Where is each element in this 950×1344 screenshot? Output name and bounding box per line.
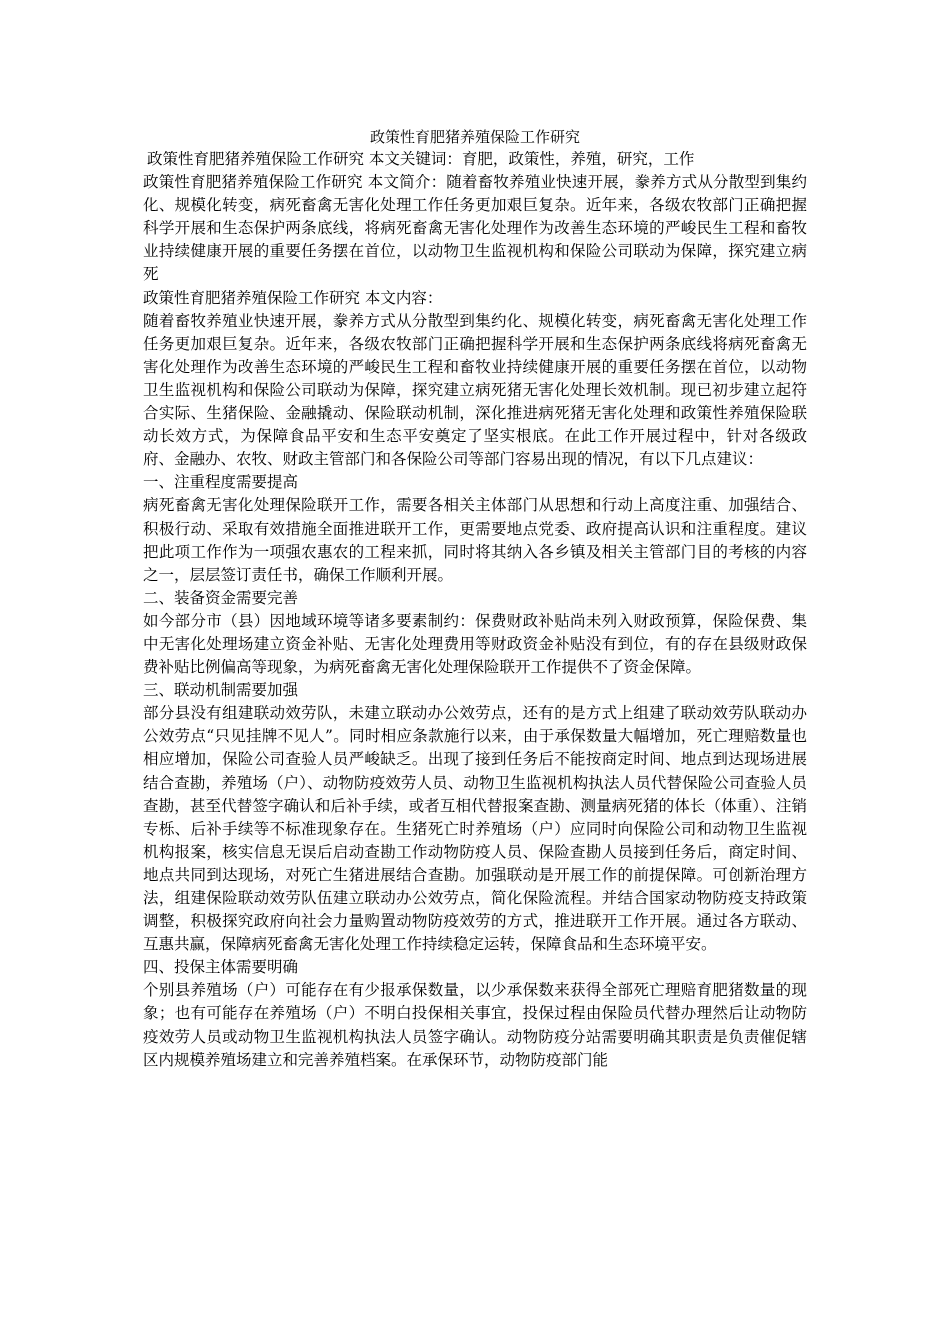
section-paragraph-3: 部分县没有组建联动效劳队，未建立联动办公效劳点，还有的是方式上组建了联动效劳队联动办公效劳点“只见挂牌不见人”。同时相应条款施行以来，由于承保数量大幅增加，死亡理赔数量也相应增加，保险公司查验人员严峻缺乏。出现了接到任务后不能按商定时间、地点到达现场进展结合查勘，养殖场（户）、动物防疫效劳人员、动物卫生监视机构执法人员代替保险公司查验人员查勘，甚至代替签字确认和后补手续，或者互相代替报案查勘、测量病死猪的体长（体重）、注销专栎、后补手续等不标准现象存在。生猪死亡时养殖场（户）应同时向保险公司和动物卫生监视机构报案，核实信息无误后启动查勘工作动物防疫人员、保险查勘人员接到任务后，商定时间、地点共同到达现场，对死亡生猪进展结合查勘。加强联动是开展工作的前提保障。可创新治理方法，组建保险联动效劳队伍建立联动办公效劳点，简化保险流程。并结合国家动物防疫支持政策调整，积极探究政府向社会力量购置动物防疫效劳的方式，推进联开工作开展。通过各方联动、互惠共赢，保障病死畜禽无害化处理工作持续稳定运转，保障食品和生态环境平安。 [143, 704, 807, 954]
section-heading-3: 三、联动机制需要加强 [143, 681, 299, 700]
section-paragraph-1: 病死畜禽无害化处理保险联开工作，需要各相关主体部门从思想和行动上高度注重、加强结合、积极行动、采取有效措施全面推进联开工作，更需要地点党委、政府提高认识和注重程度。建议把此项工作作为一项强农惠农的工程来抓，同时将其纳入各乡镇及相关主管部门目的考核的内容之一，层层签订责任书，确保工作顺利开展。 [143, 496, 807, 584]
section-paragraph-2: 如今部分市（县）因地域环境等诸多要素制约：保费财政补贴尚未列入财政预算，保险保费、集中无害化处理场建立资金补贴、无害化处理费用等财政资金补贴没有到位，有的存在县级财政保费补贴比例偏高等现象，为病死畜禽无害化处理保险联开工作提供不了资金保障。 [143, 611, 807, 677]
content-label: 政策性育肥猪养殖保险工作研究 本文内容： [143, 288, 443, 307]
document-title: 政策性育肥猪养殖保险工作研究 [369, 128, 580, 146]
keywords-line: 政策性育肥猪养殖保险工作研究 本文关键词：育肥，政策性，养殖，研究，工作 [147, 150, 695, 168]
intro-paragraph: 随着畜牧养殖业快速开展，豢养方式从分散型到集约化、规模化转变，病死畜禽无害化处理工作任务更加艰巨复杂。近年来，各级农牧部门正确把握科学开展和生态保护两条底线将病死畜禽无害化处理作为改善生态环境的严峻民生工程和畜牧业持续健康开展的重要任务摆在首位，以动物卫生监视机构和保险公司联动为保障，探究建立病死猪无害化处理长效机制。现已初步建立起符合实际、生猪保险、金融撬动、保险联动机制，深化推进病死猪无害化处理和政策性养殖保险联动长效方式，为保障食品平安和生态平安奠定了坚实根底。在此工作开展过程中，针对各级政府、金融办、农牧、财政主管部门和各保险公司等部门容易出现的情况，有以下几点建议： [143, 311, 807, 469]
document-page [143, 126, 807, 1072]
section-heading-2: 二、装备资金需要完善 [143, 588, 299, 607]
section-paragraph-4: 个别县养殖场（户）可能存在有少报承保数量，以少承保数来获得全部死亡理赔育肥猪数量的现象；也有可能存在养殖场（户）不明白投保相关事宜，投保过程由保险员代替办理然后让动物防疫效劳人员或动物卫生监视机构执法人员签字确认。动物防疫分站需要明确其职责是负责催促辖区内规模养殖场建立和完善养殖档案。在承保环节，动物防疫部门能 [143, 981, 807, 1069]
summary-paragraph: 政策性育肥猪养殖保险工作研究 本文简介：随着畜牧养殖业快速开展，豢养方式从分散型到集约化、规模化转变，病死畜禽无害化处理工作任务更加艰巨复杂。近年来，各级农牧部门正确把握科学开展和生态保护两条底线，将病死畜禽无害化处理作为改善生态环境的严峻民生工程和畜牧业持续健康开展的重要任务摆在首位，以动物卫生监视机构和保险公司联动为保障，探究建立病死 [143, 173, 807, 284]
section-heading-4: 四、投保主体需要明确 [143, 958, 299, 977]
section-heading-1: 一、注重程度需要提高 [143, 473, 299, 492]
